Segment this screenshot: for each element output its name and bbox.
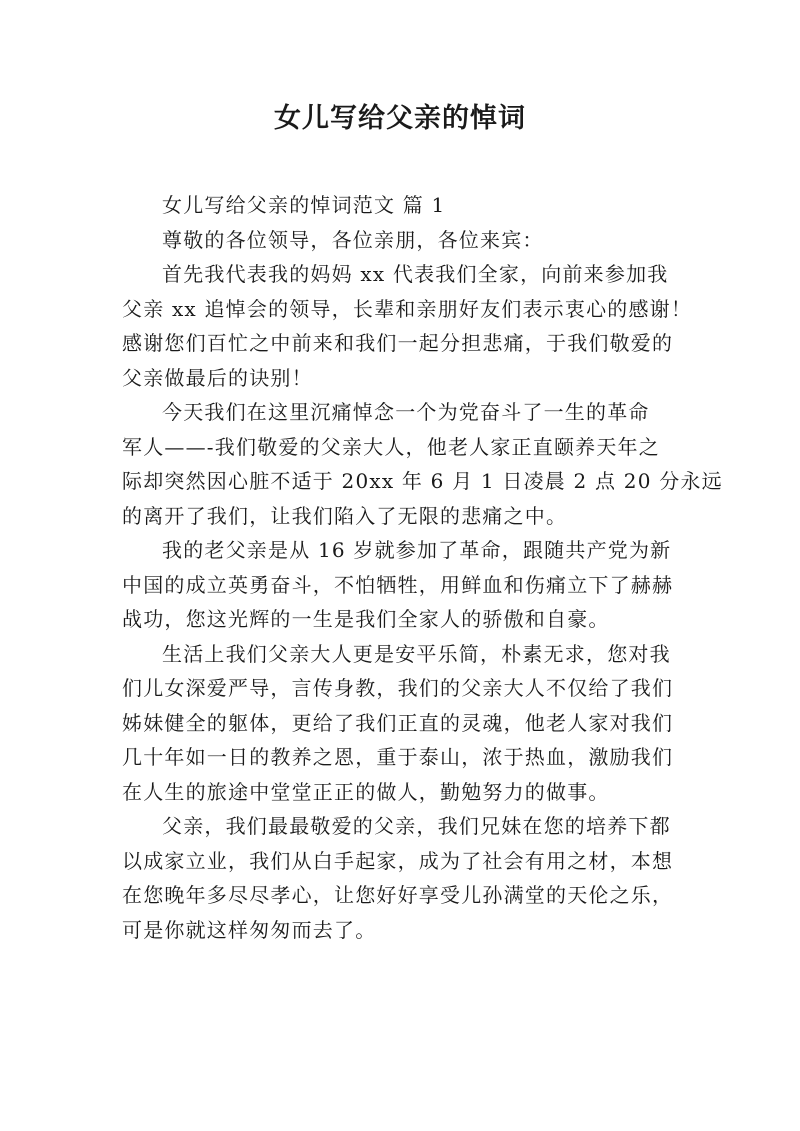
text-line: 在人生的旅途中堂堂正正的做人，勤勉努力的做事。 — [122, 779, 610, 804]
document-body — [122, 188, 723, 947]
paragraph — [122, 533, 688, 637]
paragraph — [122, 809, 688, 947]
text-line: 在您晚年多尽尽孝心，让您好好享受儿孙满堂的天伦之乐， — [122, 883, 674, 907]
document-title: 女儿写给父亲的悼词 — [274, 103, 526, 134]
salutation: 尊敬的各位领导，各位亲朋，各位来宾： — [162, 227, 544, 252]
text-line: 军人——-我们敬爱的父亲大人，他老人家正直颐养天年之 — [122, 434, 660, 459]
text-line: 我的老父亲是从 16 岁就参加了革命，跟随共产党为新 — [162, 538, 672, 562]
text-line: 生活上我们父亲大人更是安平乐简，朴素无求，您对我 — [162, 641, 671, 666]
text-line: 首先我代表我的妈妈 xx 代表我们全家，向前来参加我 — [162, 262, 669, 286]
text-line: 感谢您们百忙之中前来和我们一起分担悲痛，于我们敬爱的 — [122, 331, 674, 355]
section-heading: 女儿写给父亲的悼词范文 篇 1 — [162, 193, 446, 217]
text-line: 姊妹健全的躯体，更给了我们正直的灵魂，他老人家对我们 — [122, 710, 674, 735]
paragraph — [122, 257, 693, 395]
text-line: 今天我们在这里沉痛悼念一个为党奋斗了一生的革命 — [162, 400, 650, 424]
text-line: 父亲做最后的诀别！ — [122, 365, 313, 390]
text-line: 中国的成立英勇奋斗，不怕牺牲，用鲜血和伤痛立下了赫赫 — [122, 572, 674, 597]
text-line: 们儿女深爱严导，言传身教，我们的父亲大人不仅给了我们 — [122, 676, 674, 700]
paragraph — [122, 637, 688, 810]
text-line: 父亲 xx 追悼会的领导，长辈和亲朋好友们表示衷心的感谢！ — [122, 296, 693, 321]
text-line: 以成家立业，我们从白手起家，成为了社会有用之材，本想 — [122, 848, 674, 873]
text-line: 际却突然因心脏不适于 20xx 年 6 月 1 日凌晨 2 点 20 分永远 — [122, 469, 723, 493]
text-line: 战功，您这光辉的一生是我们全家人的骄傲和自豪。 — [122, 607, 610, 631]
text-line: 的离开了我们，让我们陷入了无限的悲痛之中。 — [122, 503, 568, 528]
text-line: 父亲，我们最最敬爱的父亲，我们兄妹在您的培养下都 — [162, 814, 671, 838]
paragraph — [122, 395, 723, 533]
text-line: 几十年如一日的教养之恩，重于泰山，浓于热血，激励我们 — [122, 745, 674, 769]
text-line: 可是你就这样匆匆而去了。 — [122, 917, 377, 942]
